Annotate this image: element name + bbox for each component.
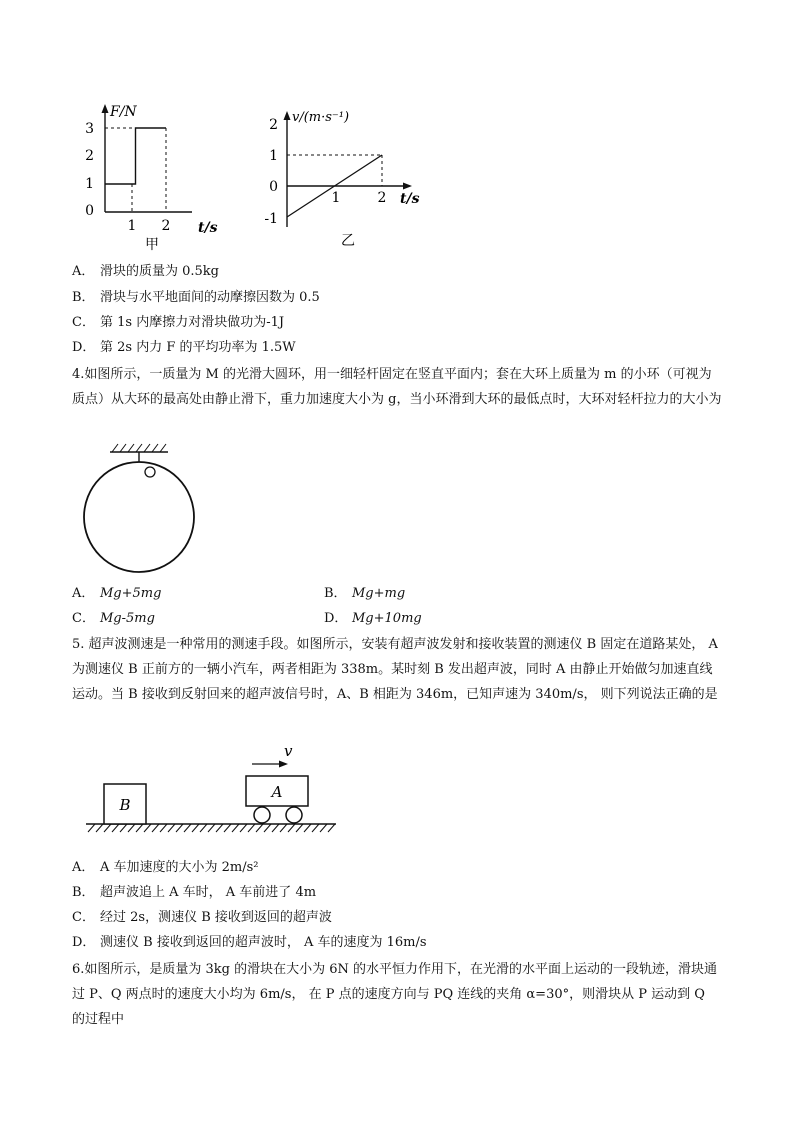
jia-ytick-0: 0 xyxy=(85,203,94,219)
jia-y-arrow xyxy=(102,104,109,113)
q5-option-b xyxy=(72,884,316,902)
q4-option-d-text: Mg+10mg xyxy=(352,611,422,626)
q3-option-a xyxy=(72,263,219,281)
q5-stem-text: 5. 超声波测速是一种常用的测速手段。如图所示，安装有超声波发射和接收装置的测速仪 B 固定在道路某处， A 为测速仪 B 正前方的一辆小汽车，两者相距为 338m。某时刻 B 发出超声波，同时 A 由静止开始做匀加速直线运动。当 B 接收到反射回来的超声波信号时，A、B 相距为 346m，已知声速为 340m/s， 则下列说法正确的是 xyxy=(72,637,718,702)
q5-option-d-text: 测速仪 B 接收到返回的超声波时， A 车的速度为 16m/s xyxy=(100,935,427,950)
yi-ytick-1: 1 xyxy=(269,148,278,164)
q5-option-d-label: D． xyxy=(72,935,96,950)
car-a-wheel-right xyxy=(286,807,302,823)
yi-x-arrow xyxy=(403,183,412,190)
q3-option-c xyxy=(72,314,284,332)
q4-options-row2 xyxy=(72,610,732,628)
q4-option-d xyxy=(324,610,422,628)
yi-xlabel: t/s xyxy=(400,191,420,207)
q3-option-a-text: 滑块的质量为 0.5kg xyxy=(100,264,220,279)
jia-ytick-1: 1 xyxy=(85,176,94,192)
jia-caption: 甲 xyxy=(145,237,159,252)
q3-option-b-label: B． xyxy=(72,290,95,305)
jia-xtick-2: 2 xyxy=(161,218,171,234)
yi-ytick-m1: -1 xyxy=(264,211,278,227)
q3-option-b xyxy=(72,289,320,307)
yi-ytick-0: 0 xyxy=(269,179,278,195)
yi-xtick-1: 1 xyxy=(331,190,341,206)
yi-xtick-2: 2 xyxy=(377,190,387,206)
block-b-label: B xyxy=(119,796,131,814)
yi-ylabel: v/(m·s⁻¹) xyxy=(292,110,350,125)
q4-options-row1 xyxy=(72,585,732,603)
car-a-wheel-left xyxy=(254,807,270,823)
figure-ring xyxy=(80,440,200,580)
q5-option-b-label: B． xyxy=(72,885,95,900)
jia-ytick-3: 3 xyxy=(85,121,94,137)
jia-xtick-1: 1 xyxy=(127,218,137,234)
q3-option-d-label: D． xyxy=(72,340,96,355)
q4-option-a xyxy=(72,585,161,603)
car-a-label: A xyxy=(271,783,283,801)
jia-ylabel: F/N xyxy=(110,104,137,120)
q5-option-a-label: A． xyxy=(72,860,95,875)
q3-option-d-text: 第 2s 内力 F 的平均功率为 1.5W xyxy=(100,340,296,355)
jia-ytick-2: 2 xyxy=(85,148,94,164)
velocity-label: v xyxy=(284,742,293,760)
q3-option-a-label: A． xyxy=(72,264,95,279)
q5-option-b-text: 超声波追上 A 车时， A 车前进了 4m xyxy=(100,885,317,900)
q3-option-c-text: 第 1s 内摩擦力对滑块做功为-1J xyxy=(100,315,285,330)
big-ring xyxy=(84,462,194,572)
q4-option-c xyxy=(72,610,155,628)
q4-option-d-label: D． xyxy=(324,611,348,626)
q5-option-a-text: A 车加速度的大小为 2m/s² xyxy=(100,860,259,875)
q3-option-b-text: 滑块与水平地面间的动摩擦因数为 0.5 xyxy=(100,290,320,305)
q5-option-c xyxy=(72,909,332,927)
q5-option-a xyxy=(72,859,259,877)
q4-option-b xyxy=(324,585,405,603)
q6-stem-text: 6.如图所示，是质量为 3kg 的滑块在大小为 6N 的水平恒力作用下，在光滑的水平面上运动的一段轨迹，滑块通过 P、Q 两点时的速度大小均为 6m/s， 在 P 点的速度方向与 PQ 连线的夹角 α=30°，则滑块从 P 运动到 Q 的过程中 xyxy=(72,962,718,1027)
q3-option-d xyxy=(72,339,296,357)
q6-stem xyxy=(72,957,722,1032)
yi-y-arrow xyxy=(284,111,291,120)
yi-ytick-2: 2 xyxy=(269,117,278,133)
ground-hatch xyxy=(88,824,335,832)
q5-option-c-text: 经过 2s，测速仪 B 接收到返回的超声波 xyxy=(100,910,332,925)
ring-ceiling-hatch xyxy=(112,444,166,452)
q4-option-a-label: A． xyxy=(72,586,95,601)
q5-option-d xyxy=(72,934,427,952)
figure-yi xyxy=(258,105,438,253)
q5-stem xyxy=(72,632,722,707)
q4-option-a-text: Mg+5mg xyxy=(100,586,162,601)
velocity-arrowhead xyxy=(279,761,288,768)
small-ring xyxy=(145,467,155,477)
q4-option-b-label: B． xyxy=(324,586,347,601)
jia-series-F xyxy=(105,128,166,184)
yi-caption: 乙 xyxy=(341,233,355,249)
q4-option-c-text: Mg-5mg xyxy=(100,611,155,626)
q4-option-c-label: C． xyxy=(72,611,95,626)
q5-option-c-label: C． xyxy=(72,910,95,925)
q4-stem-text: 4.如图所示，一质量为 M 的光滑大圆环，用一细轻杆固定在竖直平面内；套在大环上质量为 m 的小环（可视为质点）从大环的最高处由静止滑下，重力加速度大小为 g，当小环滑到大环的最低点时，大环对轻杆拉力的大小为 xyxy=(72,367,722,407)
jia-xlabel: t/s xyxy=(198,220,218,236)
figure-jia xyxy=(72,92,262,252)
figure-car xyxy=(84,738,344,838)
q3-option-c-label: C． xyxy=(72,315,95,330)
q4-option-b-text: Mg+mg xyxy=(352,586,406,601)
q4-stem xyxy=(72,362,722,412)
